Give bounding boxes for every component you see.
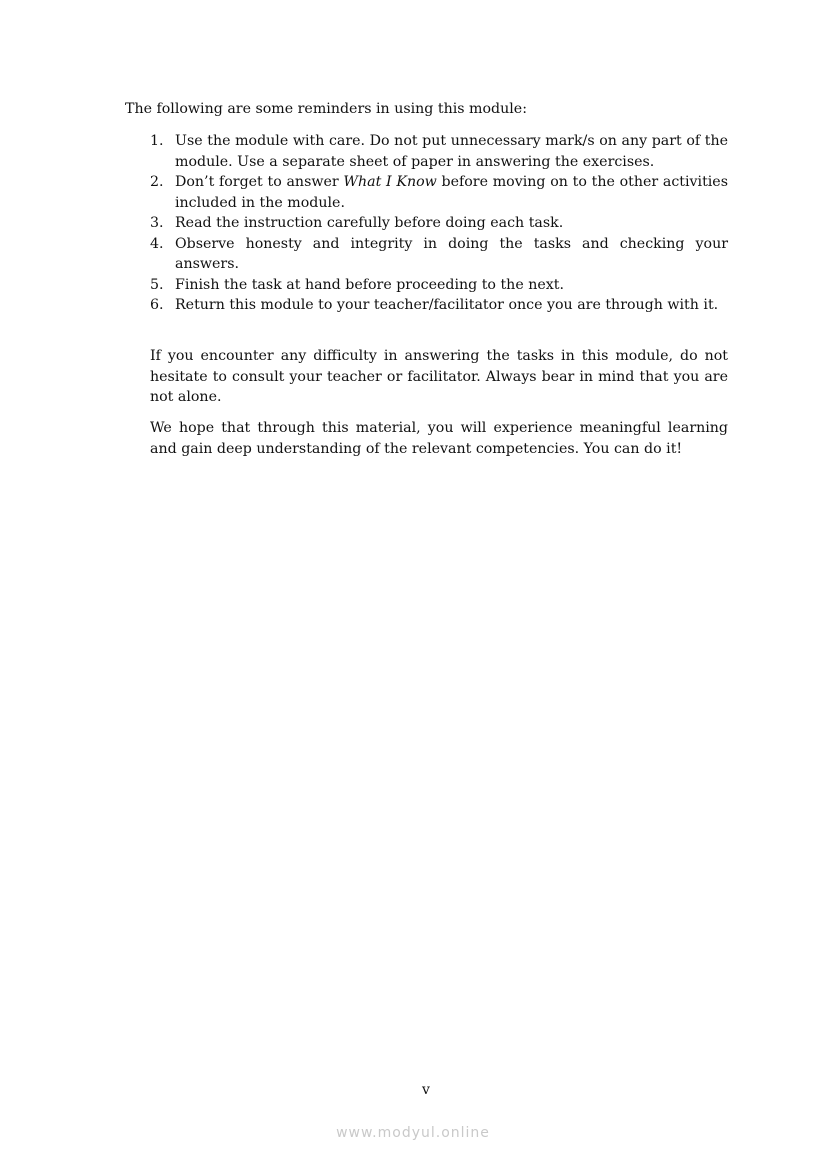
item-text: Finish the task at hand before proceeding to the next.	[175, 276, 564, 293]
reminders-list	[150, 131, 728, 316]
list-item	[150, 131, 728, 172]
item-text-pre: Don’t forget to answer	[175, 174, 344, 190]
closing-paragraph: We hope that through this material, you will experience meaningful learning and gain deep understanding of the relevant competencies. You can do it!	[150, 420, 728, 457]
item-number: 3.	[150, 215, 164, 231]
item-text: Observe honesty and integrity in doing the tasks and checking your answers.	[175, 235, 728, 272]
item-text: Return this module to your teacher/facilitator once you are through with it.	[175, 297, 719, 313]
item-number: 1.	[150, 133, 164, 149]
list-item	[150, 234, 728, 275]
item-number: 4.	[150, 235, 164, 252]
list-item	[150, 275, 728, 296]
item-number: 2.	[150, 174, 164, 190]
item-number: 6.	[150, 297, 164, 313]
item-text-emphasis: What I Know	[343, 174, 437, 190]
watermark: www.modyul.online	[336, 1125, 490, 1141]
item-number: 5.	[150, 276, 164, 293]
list-item	[150, 172, 728, 213]
list-item	[150, 295, 728, 316]
item-text: Use the module with care. Do not put unnecessary mark/s on any part of the module. Use a separate sheet of paper in answering the exercises.	[175, 133, 728, 170]
list-item	[150, 213, 728, 234]
item-text-post: before moving on to the other activities included in the module.	[175, 174, 728, 211]
intro-text: The following are some reminders in using this module:	[125, 101, 527, 117]
difficulty-paragraph: If you encounter any difficulty in answering the tasks in this module, do not hesitate to consult your teacher or facilitator. Always bear in mind that you are not alone.	[150, 348, 728, 405]
page-number: v	[422, 1082, 430, 1098]
item-text: Read the instruction carefully before doing each task.	[175, 215, 564, 231]
